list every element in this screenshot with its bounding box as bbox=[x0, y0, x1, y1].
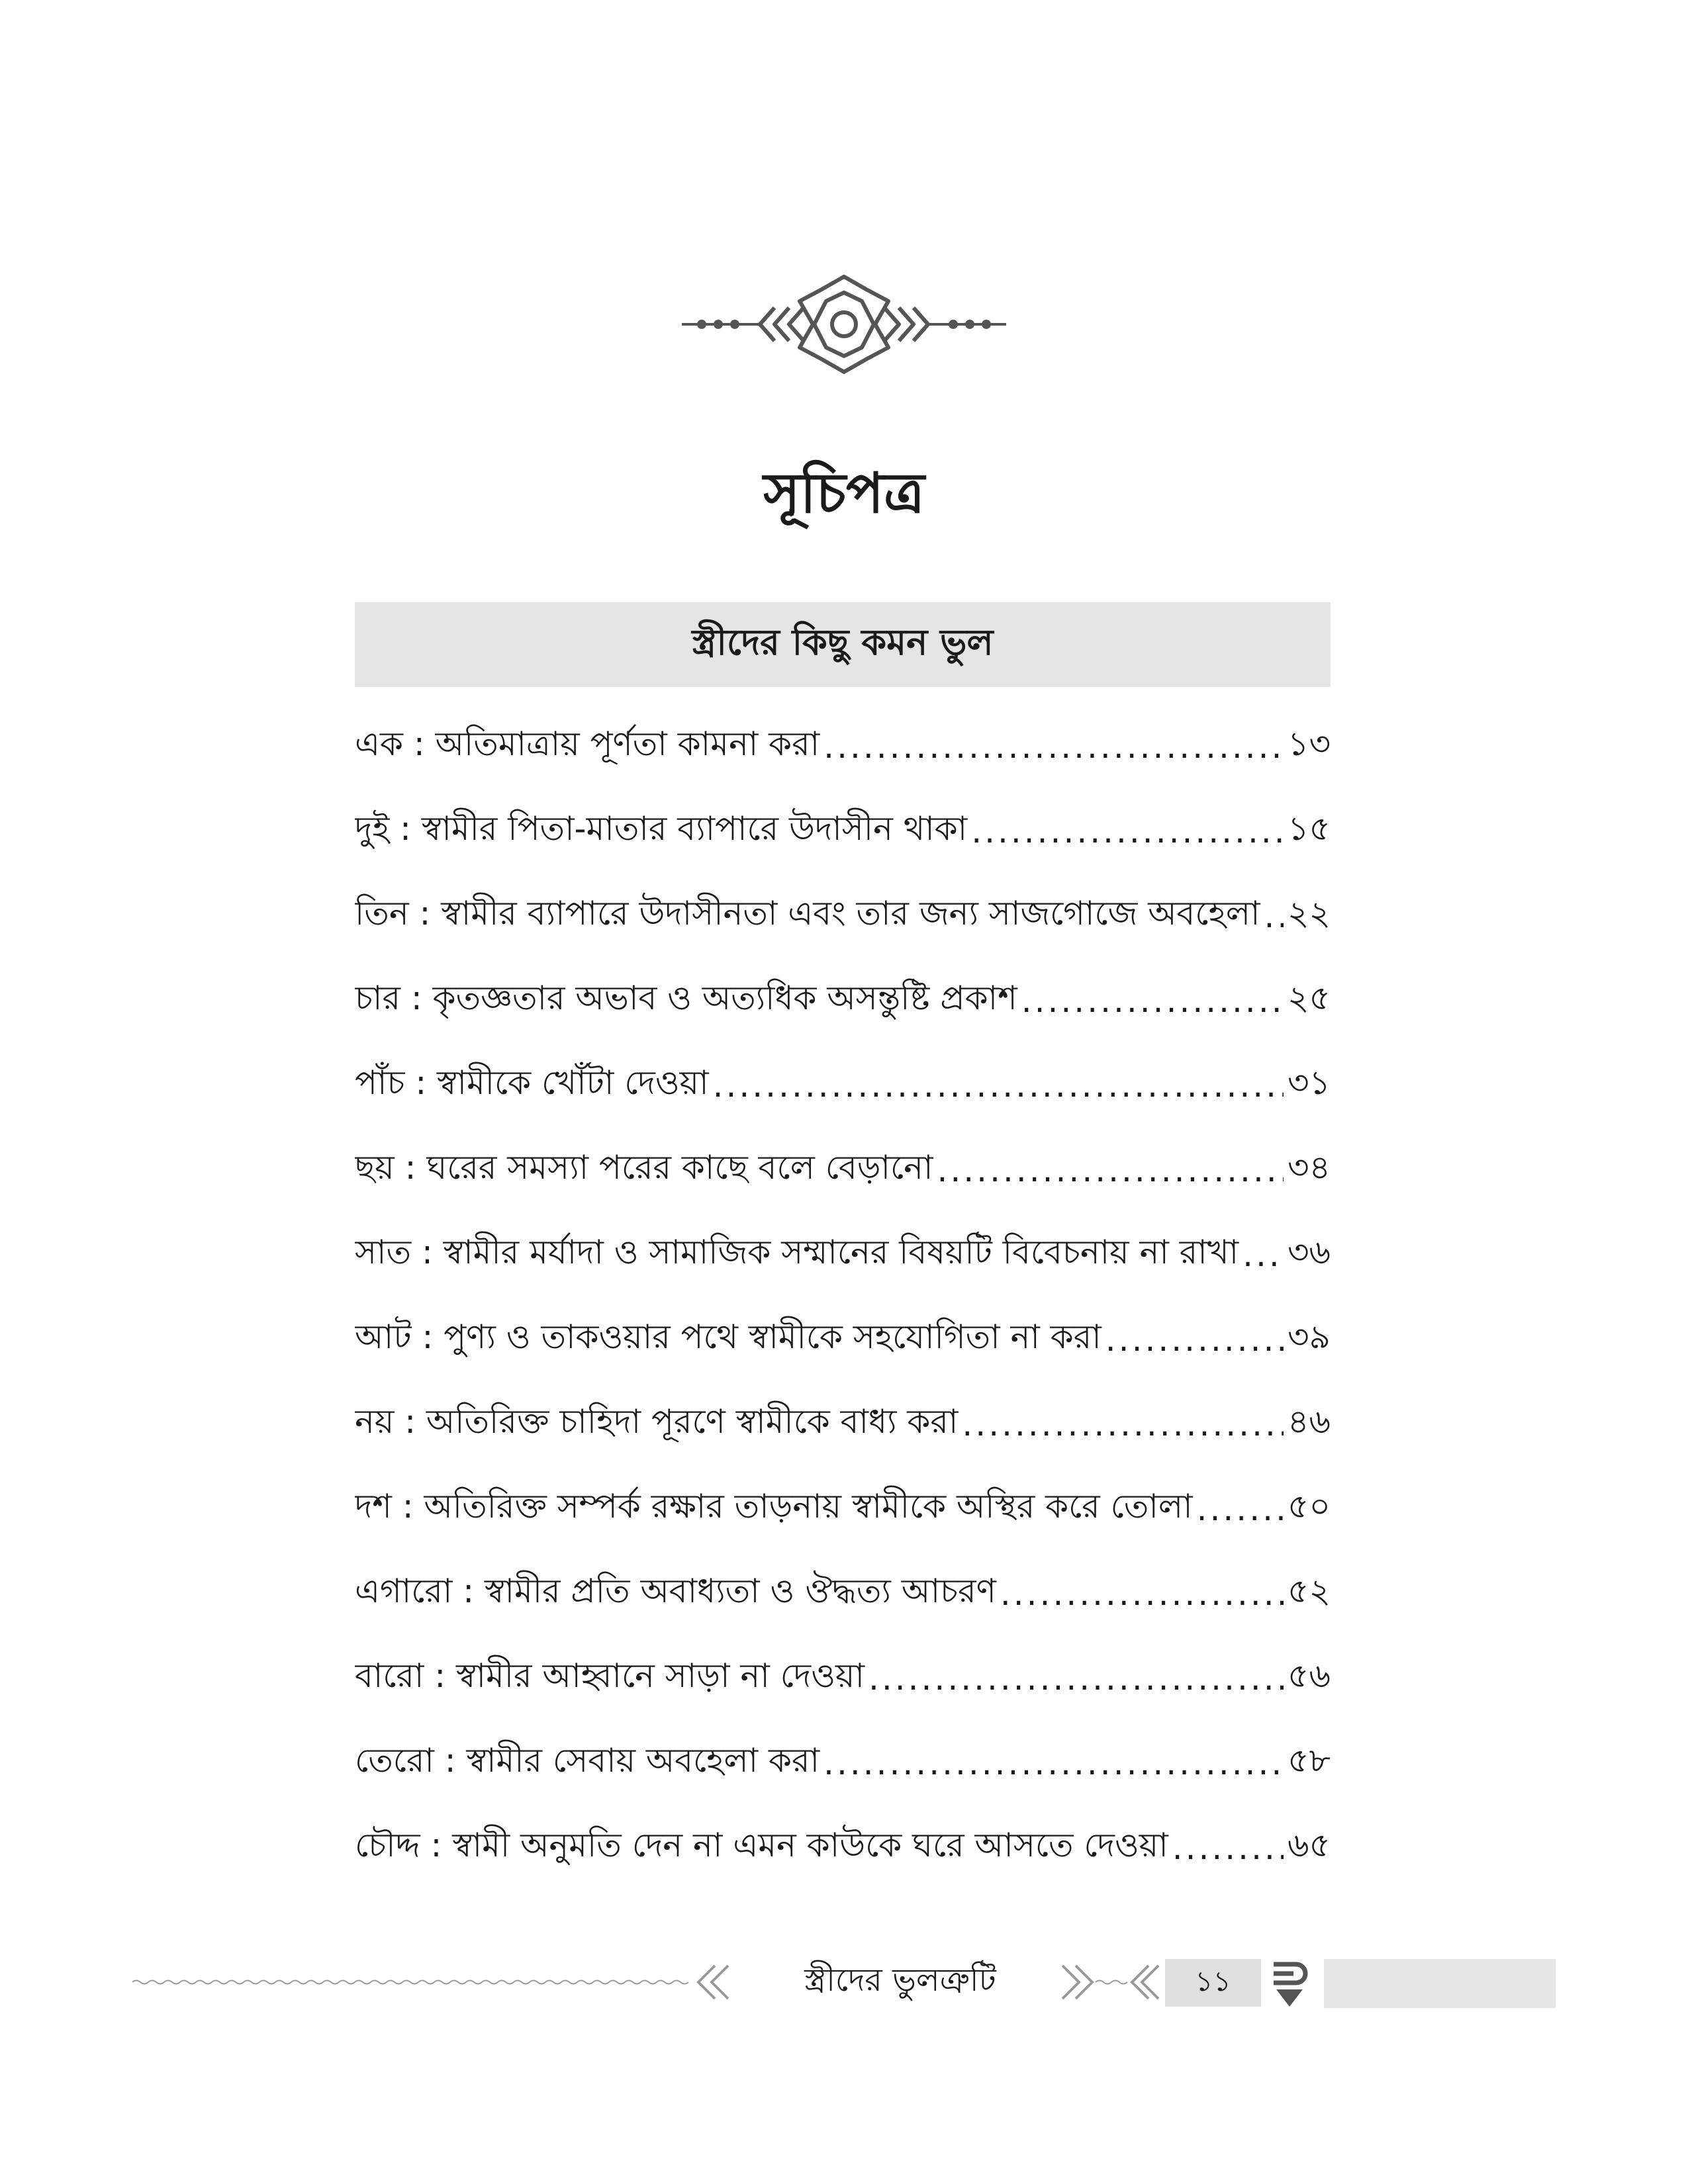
toc-entry[interactable] bbox=[355, 958, 1331, 1043]
toc-entry[interactable] bbox=[355, 1382, 1331, 1467]
toc-entry[interactable] bbox=[355, 1551, 1331, 1636]
toc-entry-page: ৩৪ bbox=[1288, 1148, 1331, 1187]
toc-leader-dots bbox=[1105, 1320, 1284, 1359]
toc-entry-label: আট : পুণ্য ও তাকওয়ার পথে স্বামীকে সহযোগিতা না করা bbox=[355, 1317, 1102, 1356]
toc-entry-label: বারো : স্বামীর আহ্বানে সাড়া না দেওয়া bbox=[355, 1656, 865, 1695]
page-number: ১১ bbox=[1165, 1959, 1261, 2007]
table-of-contents bbox=[355, 704, 1331, 1890]
toc-entry-page: ৬৫ bbox=[1288, 1825, 1331, 1864]
toc-entry-label: চার : কৃতজ্ঞতার অভাব ও অত্যধিক অসন্তুষ্টি প্রকাশ bbox=[355, 978, 1017, 1017]
toc-entry-label: পাঁচ : স্বামীকে খোঁটা দেওয়া bbox=[355, 1063, 709, 1102]
toc-entry-label: তেরো : স্বামীর সেবায় অবহেলা করা bbox=[355, 1741, 820, 1780]
toc-entry[interactable] bbox=[355, 1721, 1331, 1805]
toc-leader-dots bbox=[937, 1151, 1284, 1189]
section-header bbox=[355, 602, 1331, 687]
toc-entry[interactable] bbox=[355, 1805, 1331, 1890]
footer-wave-right bbox=[1059, 1952, 1165, 2012]
toc-entry-page: ৩১ bbox=[1288, 1063, 1331, 1102]
page-title: সূচিপত্র bbox=[763, 461, 925, 525]
toc-entry-label: দশ : অতিরিক্ত সম্পর্ক রক্ষার তাড়নায় স্বামীকে অস্থির করে তোলা bbox=[355, 1486, 1193, 1525]
toc-leader-dots bbox=[1243, 1236, 1284, 1274]
toc-leader-dots bbox=[1000, 1574, 1284, 1613]
toc-entry-page: ৩৬ bbox=[1287, 1232, 1331, 1271]
bookmark-icon bbox=[1270, 1958, 1309, 2009]
toc-entry[interactable] bbox=[355, 704, 1331, 789]
toc-entry[interactable] bbox=[355, 1297, 1331, 1382]
toc-entry[interactable] bbox=[355, 1212, 1331, 1297]
toc-leader-dots bbox=[1264, 897, 1284, 935]
section-heading: স্ত্রীদের কিছু কমন ভুল bbox=[692, 621, 994, 663]
toc-entry-page: ৫৬ bbox=[1288, 1656, 1331, 1695]
toc-entry-page: ৫০ bbox=[1288, 1486, 1331, 1525]
toc-entry-label: নয় : অতিরিক্ত চাহিদা পূরণে স্বামীকে বাধ্য করা bbox=[355, 1402, 959, 1441]
toc-entry-label: সাত : স্বামীর মর্যাদা ও সামাজিক সম্মানের বিষয়টি বিবেচনায় না রাখা bbox=[355, 1232, 1239, 1271]
toc-entry[interactable] bbox=[355, 1043, 1331, 1128]
toc-entry-page: ৪৬ bbox=[1288, 1402, 1331, 1441]
toc-entry-page: ২২ bbox=[1287, 893, 1331, 933]
page-footer bbox=[132, 1952, 1556, 2012]
toc-entry-label: চৌদ্দ : স্বামী অনুমতি দেন না এমন কাউকে ঘরে আসতে দেওয়া bbox=[355, 1825, 1168, 1864]
toc-entry-page: ৫২ bbox=[1288, 1571, 1331, 1610]
footer-book-title: স্ত্রীদের ভুলত্রুটি bbox=[804, 1961, 996, 1999]
toc-entry[interactable] bbox=[355, 1467, 1331, 1551]
toc-leader-dots bbox=[1021, 981, 1284, 1020]
star-ornament-icon bbox=[675, 271, 1013, 377]
toc-leader-dots bbox=[962, 1405, 1284, 1443]
toc-entry[interactable] bbox=[355, 874, 1331, 958]
toc-entry-label: এক : অতিমাত্রায় পূর্ণতা কামনা করা bbox=[355, 724, 820, 763]
toc-entry-page: ৫৮ bbox=[1288, 1741, 1331, 1780]
toc-leader-dots bbox=[1197, 1490, 1284, 1528]
toc-entry-label: দুই : স্বামীর পিতা-মাতার ব্যাপারে উদাসীন থাকা bbox=[355, 809, 968, 848]
toc-entry-label: এগারো : স্বামীর প্রতি অবাধ্যতা ও ঔদ্ধত্য আচরণ bbox=[355, 1571, 996, 1610]
toc-entry-label: তিন : স্বামীর ব্যাপারে উদাসীনতা এবং তার জন্য সাজগোজে অবহেলা bbox=[355, 893, 1260, 933]
toc-leader-dots bbox=[1172, 1829, 1284, 1867]
toc-leader-dots bbox=[823, 1744, 1284, 1782]
toc-entry-page: ২৫ bbox=[1288, 978, 1331, 1017]
toc-leader-dots bbox=[713, 1066, 1284, 1105]
footer-wave-left bbox=[132, 1952, 741, 2012]
toc-entry-page: ১৩ bbox=[1288, 724, 1331, 763]
toc-leader-dots bbox=[868, 1659, 1284, 1698]
toc-leader-dots bbox=[823, 727, 1284, 766]
toc-leader-dots bbox=[971, 812, 1284, 850]
toc-entry-page: ৩৯ bbox=[1288, 1317, 1331, 1356]
footer-bar bbox=[1324, 1959, 1556, 2008]
toc-entry-label: ছয় : ঘরের সমস্যা পরের কাছে বলে বেড়ানো bbox=[355, 1148, 933, 1187]
toc-entry[interactable] bbox=[355, 1128, 1331, 1212]
toc-entry[interactable] bbox=[355, 1636, 1331, 1721]
toc-entry[interactable] bbox=[355, 789, 1331, 874]
toc-entry-page: ১৫ bbox=[1288, 809, 1331, 848]
